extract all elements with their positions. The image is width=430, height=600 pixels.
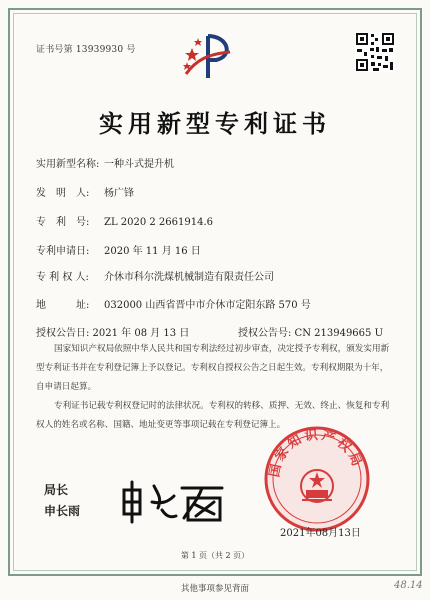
cnipa-logo-icon <box>178 30 238 85</box>
field-inventor <box>36 184 134 199</box>
field-label: 实用新型名称: <box>36 159 100 170</box>
field-address <box>36 296 311 311</box>
handwritten-mark: 48.14 <box>394 580 423 591</box>
field-label: 发 明 人: <box>36 188 90 199</box>
field-value: 介休市科尔洗煤机械制造有限责任公司 <box>104 272 274 283</box>
field-value: 杨广锋 <box>104 188 134 199</box>
field-value: 2020 年 11 月 16 日 <box>104 246 201 257</box>
legal-paragraph-1: 国家知识产权局依照中华人民共和国专利法经过初步审查，决定授予专利权，颁发实用新型专利证书并在专利登记簿上予以登记。专利权自授权公告之日起生效。专利权期限为十年，自申请日起算。 <box>36 344 390 392</box>
certificate-title: 实用新型专利证书 <box>99 109 331 138</box>
field-label: 地 址: <box>36 300 90 311</box>
field-value: ZL 2020 2 2661914.6 <box>104 217 214 228</box>
signer-name: 申长雨 <box>44 504 81 518</box>
field-utility-model-name <box>36 155 174 170</box>
handwritten-signature <box>118 478 228 526</box>
field-label: 专 利 权 人: <box>36 272 89 283</box>
field-patentee <box>36 268 274 283</box>
field-value: 一种斗式提升机 <box>104 159 174 170</box>
issue-date: 2021年08月13日 <box>280 528 361 539</box>
footer-note: 其他事项参见背面 <box>180 584 249 594</box>
svg-text:国家知识产权局: 国家知识产权局 <box>267 427 366 479</box>
field-label: 专 利 号: <box>36 217 90 228</box>
field-application-date <box>36 242 201 257</box>
field-patent-number <box>36 213 213 228</box>
signer-title: 局长 <box>44 483 69 497</box>
field-label: 专利申请日: <box>36 246 90 257</box>
legal-paragraph-2: 专利证书记载专利权登记时的法律状况。专利权的转移、质押、无效、终止、恢复和专利权人的姓名或名称、国籍、地址变更等事项记载在专利登记簿上。 <box>36 401 390 430</box>
official-seal-icon <box>262 424 372 534</box>
qr-code-icon <box>355 32 395 72</box>
announcement-date: 授权公告日: 2021 年 08 月 13 日 <box>36 328 190 339</box>
announcement-number: 授权公告号: CN 213949665 U <box>238 328 383 339</box>
certificate-number: 证书号第 13939930 号 <box>36 45 136 55</box>
page-number: 第 1 页（共 2 页） <box>180 551 250 560</box>
field-value: 032000 山西省晋中市介休市定阳东路 570 号 <box>104 300 311 311</box>
